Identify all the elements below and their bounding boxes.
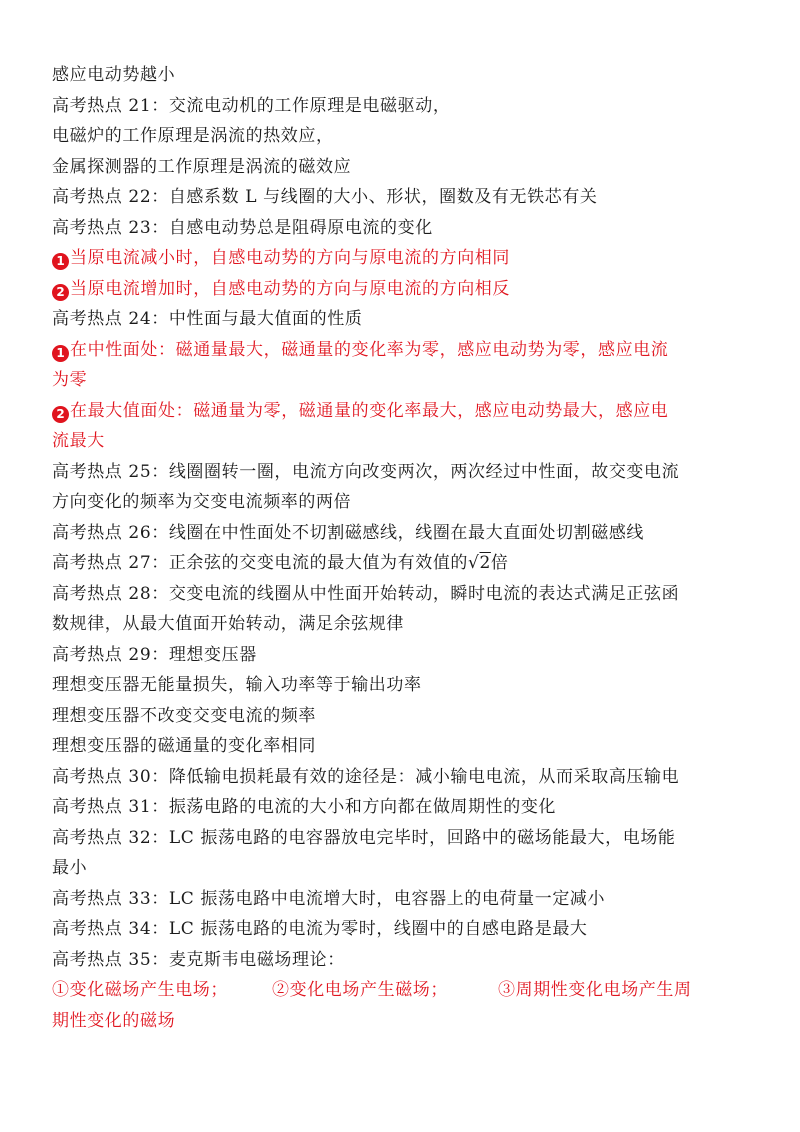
list-item: ③周期性变化电场产生周 — [498, 980, 692, 1000]
hotspot-22: 高考热点 22：自感系数 L 与线圈的大小、形状，圈数及有无铁芯有关 — [52, 187, 598, 207]
highlight-line — [52, 396, 752, 427]
sqrt-symbol: √ — [468, 553, 480, 573]
text-fragment: 倍 — [490, 553, 509, 573]
text-line: 理想变压器无能量损失，输入功率等于输出功率 — [52, 675, 422, 695]
highlight-line: 期性变化的磁场 — [52, 1010, 176, 1031]
text-line: 理想变压器不改变交变电流的频率 — [52, 705, 316, 726]
highlight-line — [52, 975, 752, 1006]
list-item: ①变化磁场产生电场； — [52, 980, 228, 1000]
text-line: 理想变压器的磁通量的变化率相同 — [52, 736, 316, 756]
hotspot-28: 高考热点 28：交变电流的线圈从中性面开始转动，瞬时电流的表达式满足正弦函 — [52, 583, 680, 604]
number-2-icon: 2 — [52, 284, 69, 301]
text-line: 方向变化的频率为交变电流频率的两倍 — [52, 492, 352, 512]
highlight-text: 当原电流减小时，自感电动势的方向与原电流的方向相同 — [70, 248, 510, 268]
sqrt-radicand: 2 — [479, 553, 491, 573]
hotspot-31: 高考热点 31：振荡电路的电流的大小和方向都在做周期性的变化 — [52, 797, 557, 817]
highlight-line — [52, 335, 752, 366]
hotspot-35: 高考热点 35：麦克斯韦电磁场理论： — [52, 949, 345, 970]
text-fragment: 高考热点 27：正余弦的交变电流的最大值为有效值的 — [52, 553, 469, 573]
highlight-text: 当原电流增加时，自感电动势的方向与原电流的方向相反 — [70, 278, 510, 299]
text-line: 感应电动势越小 — [52, 65, 176, 85]
list-item: ②变化电场产生磁场； — [272, 980, 448, 1000]
text-line: 最小 — [52, 858, 88, 878]
highlight-line: 流最大 — [52, 431, 105, 451]
hotspot-21: 高考热点 21：交流电动机的工作原理是电磁驱动， — [52, 95, 451, 116]
highlight-text: 在最大值面处：磁通量为零，磁通量的变化率最大，感应电动势最大，感应电 — [70, 400, 669, 421]
hotspot-32: 高考热点 32：LC 振荡电路的电容器放电完毕时，回路中的磁场能最大，电场能 — [52, 827, 676, 848]
notes-body — [52, 60, 752, 1036]
text-line: 电磁炉的工作原理是涡流的热效应， — [52, 126, 334, 146]
hotspot-34: 高考热点 34：LC 振荡电路的电流为零时，线圈中的自感电路是最大 — [52, 919, 588, 939]
number-1-icon: 1 — [52, 345, 69, 362]
highlight-line — [52, 274, 752, 305]
hotspot-23: 高考热点 23：自感电动势总是阻碍原电流的变化 — [52, 217, 433, 238]
number-1-icon: 1 — [52, 253, 69, 270]
hotspot-29: 高考热点 29：理想变压器 — [52, 644, 257, 665]
hotspot-30: 高考热点 30：降低输电损耗最有效的途径是：减小输电电流，从而采取高压输电 — [52, 766, 680, 787]
highlight-line — [52, 243, 752, 274]
text-line: 金属探测器的工作原理是涡流的磁效应 — [52, 156, 352, 177]
highlight-text: 在中性面处：磁通量最大，磁通量的变化率为零，感应电动势为零，感应电流 — [70, 339, 669, 360]
hotspot-27 — [52, 548, 752, 579]
hotspot-26: 高考热点 26：线圈在中性面处不切割磁感线，线圈在最大直面处切割磁感线 — [52, 522, 645, 543]
hotspot-33: 高考热点 33：LC 振荡电路中电流增大时，电容器上的电荷量一定减小 — [52, 888, 606, 909]
hotspot-25: 高考热点 25：线圈圈转一圈，电流方向改变两次，两次经过中性面，故交变电流 — [52, 461, 680, 482]
number-2-icon: 2 — [52, 406, 69, 423]
hotspot-24: 高考热点 24：中性面与最大值面的性质 — [52, 309, 363, 329]
text-line: 数规律，从最大值面开始转动，满足余弦规律 — [52, 614, 404, 634]
highlight-line: 为零 — [52, 370, 88, 390]
